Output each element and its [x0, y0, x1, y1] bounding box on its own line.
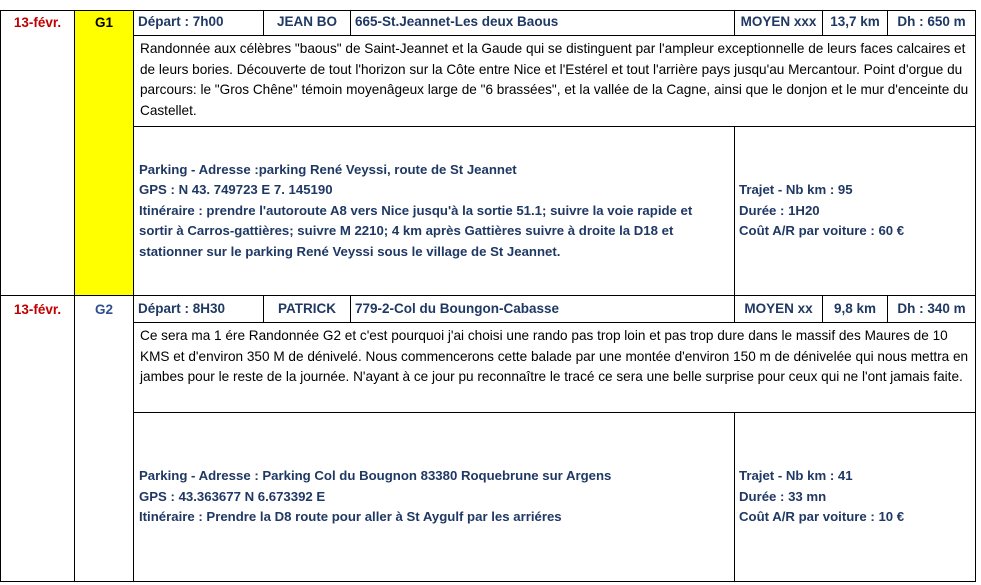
distance: 13,7 km — [822, 10, 888, 36]
group-label: G2 — [94, 302, 113, 317]
trip-cost: Coût A/R par voiture : 60 € — [739, 223, 905, 239]
group-label: G1 — [94, 15, 113, 30]
trip-duration: Durée : 1H20 — [739, 202, 820, 218]
parking-address: Parking - Adresse :parking René Veyssi, route de St Jeannet — [139, 161, 517, 177]
departure-time: Départ : 8H30 — [133, 295, 264, 323]
itinerary: Itinéraire : prendre l'autoroute A8 vers Nice jusqu'à la sortie 51.1; suivre la voie rapide et sortir à Carros-gattières; suivre M 2210; 4 km après Gattières suivre à droite la D18 et stationner sur le parking René Veyssi sous le village de St Jeannet. — [139, 202, 693, 259]
gps-coordinates: GPS : 43.363677 N 6.673392 E — [139, 488, 326, 504]
trip-km: Trajet - Nb km : 95 — [739, 182, 853, 198]
gps-coordinates: GPS : N 43. 749723 E 7. 145190 — [139, 182, 333, 198]
parking-info — [133, 412, 735, 582]
trip-km: Trajet - Nb km : 41 — [739, 468, 853, 484]
route-name: 779-2-Col du Boungon-Cabasse — [350, 295, 735, 323]
description: Randonnée aux célèbres "baous" de Saint-Jeannet et la Gaude qui se distinguent par l'ampleur exceptionnelle de leurs faces calcaires et de leurs bories. Découverte de tout l'horizon sur la Côte entre Nice et l'Estérel et tout l'arrière pays jusqu'au Mercantour. Point d'orgue du parcours: le "Gros Chêne" témoin moyenâgeux large de "6 brassées", et la vallée de la Cagne, ainsi que le donjon et le mur d'enceinte du Castellet. — [133, 35, 976, 127]
difficulty-level: MOYEN xx — [734, 295, 823, 323]
departure-time: Départ : 7h00 — [133, 10, 264, 36]
date-label: 13-févr. — [13, 302, 62, 317]
date-cell — [0, 295, 75, 582]
route-name: 665-St.Jeannet-Les deux Baous — [350, 10, 735, 36]
leader-name: PATRICK — [263, 295, 351, 323]
trip-duration: Durée : 33 mn — [739, 488, 827, 504]
elevation-gain: Dh : 340 m — [887, 295, 976, 323]
trip-cost: Coût A/R par voiture : 10 € — [739, 509, 905, 525]
parking-address: Parking - Adresse : Parking Col du Bougnon 83380 Roquebrune sur Argens — [139, 468, 612, 484]
itinerary: Itinéraire : Prendre la D8 route pour aller à St Aygulf par les arriéres — [139, 509, 562, 525]
difficulty-level: MOYEN xxx — [734, 10, 823, 36]
trip-info — [734, 412, 976, 582]
elevation-gain: Dh : 650 m — [887, 10, 976, 36]
distance: 9,8 km — [822, 295, 888, 323]
leader-name: JEAN BO — [263, 10, 351, 36]
group-cell — [74, 295, 134, 582]
description: Ce sera ma 1 ére Randonnée G2 et c'est pourquoi j'ai choisi une rando pas trop loin et pas trop dure dans le massif des Maures de 10 KMS et d'environ 350 M de dénivelé. Nous commencerons cette balade par une montée d'environ 150 m de dénivelée qui nous mettra en jambes pour le reste de la journée. N'ayant à ce jour pu reconnaître le tracé ce sera une belle surprise pour ceux qui ne l'ont jamais faite. — [133, 322, 976, 413]
date-label: 13-févr. — [13, 15, 62, 30]
